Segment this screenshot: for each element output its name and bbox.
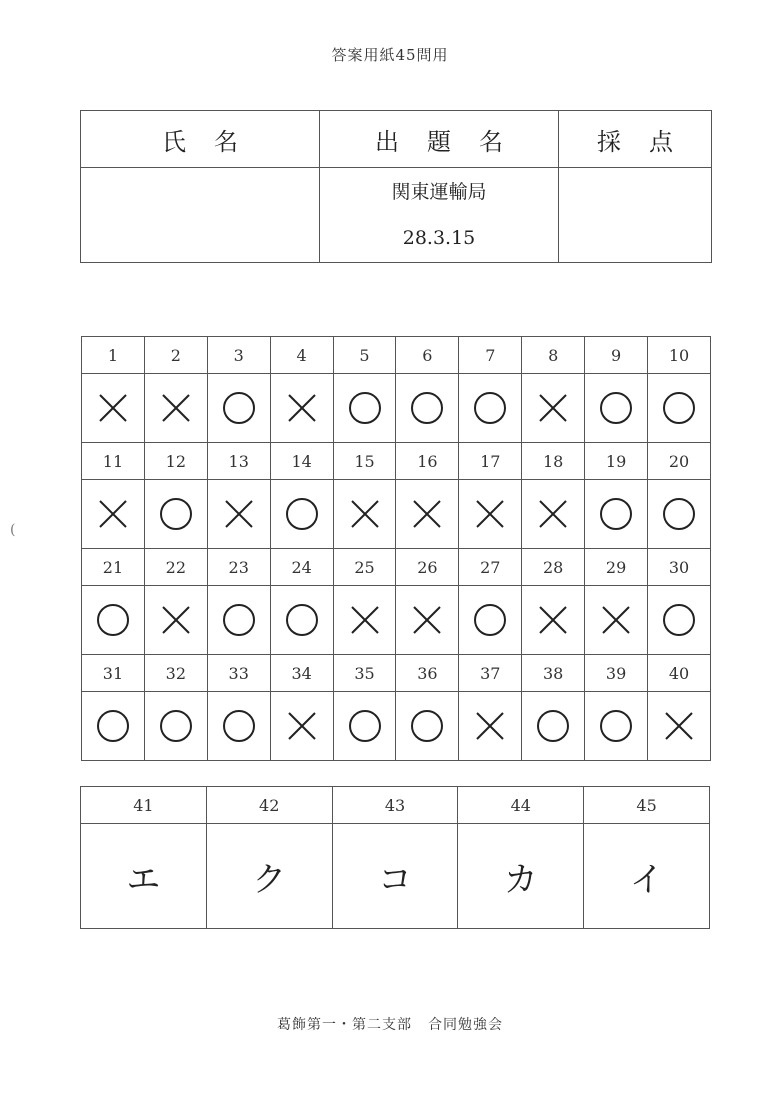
exam-name: 関東運輸局 — [391, 181, 487, 203]
circle-mark-icon — [221, 390, 257, 426]
circle-mark-icon — [284, 496, 320, 532]
katakana-answer-table — [80, 786, 710, 929]
answer-cell — [82, 586, 145, 655]
footer-event: 合同勉強会 — [428, 1017, 503, 1033]
question-number: 3 — [207, 337, 270, 374]
cross-mark-icon — [535, 496, 571, 532]
circle-mark-icon — [221, 602, 257, 638]
question-number: 32 — [144, 655, 207, 692]
katakana-answer: ク — [206, 824, 332, 929]
question-number: 22 — [144, 549, 207, 586]
exam-value-cell — [320, 168, 559, 263]
name-value-cell — [81, 168, 320, 263]
footer — [0, 1014, 780, 1034]
answer-cell — [82, 480, 145, 549]
answer-cell — [144, 692, 207, 761]
question-number: 41 — [81, 787, 207, 824]
score-label: 採点 — [597, 127, 701, 156]
answer-cell — [333, 692, 396, 761]
footer-organizer: 葛飾第一・第二支部 — [277, 1017, 412, 1033]
answer-cell — [270, 480, 333, 549]
question-number: 20 — [648, 443, 711, 480]
question-number: 24 — [270, 549, 333, 586]
answer-cell — [144, 480, 207, 549]
question-number: 33 — [207, 655, 270, 692]
answer-cell — [82, 692, 145, 761]
answer-cell — [144, 374, 207, 443]
cross-mark-icon — [409, 602, 445, 638]
question-number: 31 — [82, 655, 145, 692]
question-number: 35 — [333, 655, 396, 692]
score-label-cell — [559, 111, 712, 168]
answer-cell — [207, 586, 270, 655]
answer-cell — [585, 374, 648, 443]
question-number: 11 — [82, 443, 145, 480]
exam-info-table — [80, 110, 712, 263]
circle-mark-icon — [661, 390, 697, 426]
question-number: 42 — [206, 787, 332, 824]
circle-mark-icon — [158, 496, 194, 532]
cross-mark-icon — [95, 496, 131, 532]
answer-cell — [144, 586, 207, 655]
answer-cell — [396, 480, 459, 549]
cross-mark-icon — [158, 390, 194, 426]
question-number: 40 — [648, 655, 711, 692]
answer-cell — [585, 692, 648, 761]
question-number: 4 — [270, 337, 333, 374]
cross-mark-icon — [409, 496, 445, 532]
question-number-row — [82, 443, 711, 480]
question-number: 18 — [522, 443, 585, 480]
cross-mark-icon — [472, 496, 508, 532]
question-number: 14 — [270, 443, 333, 480]
answer-cell — [585, 586, 648, 655]
answer-cell — [333, 586, 396, 655]
question-number: 34 — [270, 655, 333, 692]
question-number: 17 — [459, 443, 522, 480]
circle-mark-icon — [598, 390, 634, 426]
answer-cell — [522, 480, 585, 549]
question-number-row — [82, 655, 711, 692]
circle-mark-icon — [95, 708, 131, 744]
answer-cell — [459, 480, 522, 549]
answer-mark-row — [82, 374, 711, 443]
cross-mark-icon — [284, 390, 320, 426]
cross-mark-icon — [598, 602, 634, 638]
question-number: 12 — [144, 443, 207, 480]
circle-mark-icon — [409, 708, 445, 744]
cross-mark-icon — [535, 602, 571, 638]
katakana-answer: イ — [584, 824, 710, 929]
katakana-answer-row — [81, 824, 710, 929]
cross-mark-icon — [158, 602, 194, 638]
name-label-cell — [81, 111, 320, 168]
question-number: 8 — [522, 337, 585, 374]
circle-mark-icon — [347, 708, 383, 744]
answer-grid — [81, 336, 711, 761]
question-number: 25 — [333, 549, 396, 586]
cross-mark-icon — [95, 390, 131, 426]
circle-mark-icon — [661, 496, 697, 532]
answer-cell — [585, 480, 648, 549]
answer-cell — [459, 374, 522, 443]
question-number: 38 — [522, 655, 585, 692]
question-number: 30 — [648, 549, 711, 586]
question-number: 45 — [584, 787, 710, 824]
question-number: 16 — [396, 443, 459, 480]
question-number: 7 — [459, 337, 522, 374]
question-number: 19 — [585, 443, 648, 480]
question-number: 36 — [396, 655, 459, 692]
circle-mark-icon — [598, 708, 634, 744]
answer-cell — [207, 692, 270, 761]
answer-mark-row — [82, 586, 711, 655]
answer-mark-row — [82, 480, 711, 549]
question-number: 39 — [585, 655, 648, 692]
question-number: 13 — [207, 443, 270, 480]
circle-mark-icon — [221, 708, 257, 744]
cross-mark-icon — [472, 708, 508, 744]
question-number: 28 — [522, 549, 585, 586]
question-number: 21 — [82, 549, 145, 586]
katakana-answer: エ — [81, 824, 207, 929]
circle-mark-icon — [409, 390, 445, 426]
cross-mark-icon — [535, 390, 571, 426]
question-number: 5 — [333, 337, 396, 374]
exam-date: 28.3.15 — [402, 227, 476, 249]
answer-cell — [522, 692, 585, 761]
cross-mark-icon — [661, 708, 697, 744]
question-number-row — [82, 549, 711, 586]
answer-cell — [648, 374, 711, 443]
answer-cell — [396, 586, 459, 655]
answer-cell — [648, 480, 711, 549]
circle-mark-icon — [158, 708, 194, 744]
answer-cell — [396, 374, 459, 443]
circle-mark-icon — [95, 602, 131, 638]
circle-mark-icon — [598, 496, 634, 532]
circle-mark-icon — [661, 602, 697, 638]
question-number: 29 — [585, 549, 648, 586]
answer-cell — [522, 374, 585, 443]
answer-cell — [459, 586, 522, 655]
circle-mark-icon — [347, 390, 383, 426]
score-value-cell — [559, 168, 712, 263]
answer-cell — [270, 692, 333, 761]
answer-cell — [82, 374, 145, 443]
info-value-row — [81, 168, 712, 263]
cross-mark-icon — [221, 496, 257, 532]
answer-cell — [648, 692, 711, 761]
question-number: 15 — [333, 443, 396, 480]
answer-cell — [270, 586, 333, 655]
circle-mark-icon — [535, 708, 571, 744]
answer-cell — [207, 374, 270, 443]
question-number: 43 — [332, 787, 458, 824]
katakana-answer: カ — [458, 824, 584, 929]
answer-cell — [459, 692, 522, 761]
answer-cell — [333, 374, 396, 443]
page-title: 答案用紙45問用 — [331, 46, 449, 64]
question-number: 6 — [396, 337, 459, 374]
katakana-answer: コ — [332, 824, 458, 929]
name-label: 氏名 — [162, 127, 266, 156]
cross-mark-icon — [347, 602, 383, 638]
cross-mark-icon — [347, 496, 383, 532]
question-number: 10 — [648, 337, 711, 374]
answer-cell — [396, 692, 459, 761]
cross-mark-icon — [284, 708, 320, 744]
circle-mark-icon — [472, 602, 508, 638]
circle-mark-icon — [284, 602, 320, 638]
katakana-number-row — [81, 787, 710, 824]
answer-cell — [207, 480, 270, 549]
answer-cell — [648, 586, 711, 655]
question-number-row — [82, 337, 711, 374]
answer-mark-row — [82, 692, 711, 761]
question-number: 27 — [459, 549, 522, 586]
info-header-row — [81, 111, 712, 168]
answer-cell — [270, 374, 333, 443]
question-number: 37 — [459, 655, 522, 692]
question-number: 26 — [396, 549, 459, 586]
answer-cell — [333, 480, 396, 549]
question-number: 9 — [585, 337, 648, 374]
exam-label-cell — [320, 111, 559, 168]
question-number: 44 — [458, 787, 584, 824]
scan-mark: ( — [10, 522, 16, 538]
question-number: 23 — [207, 549, 270, 586]
circle-mark-icon — [472, 390, 508, 426]
answer-cell — [522, 586, 585, 655]
question-number: 2 — [144, 337, 207, 374]
exam-label: 出題名 — [375, 127, 531, 156]
question-number: 1 — [82, 337, 145, 374]
